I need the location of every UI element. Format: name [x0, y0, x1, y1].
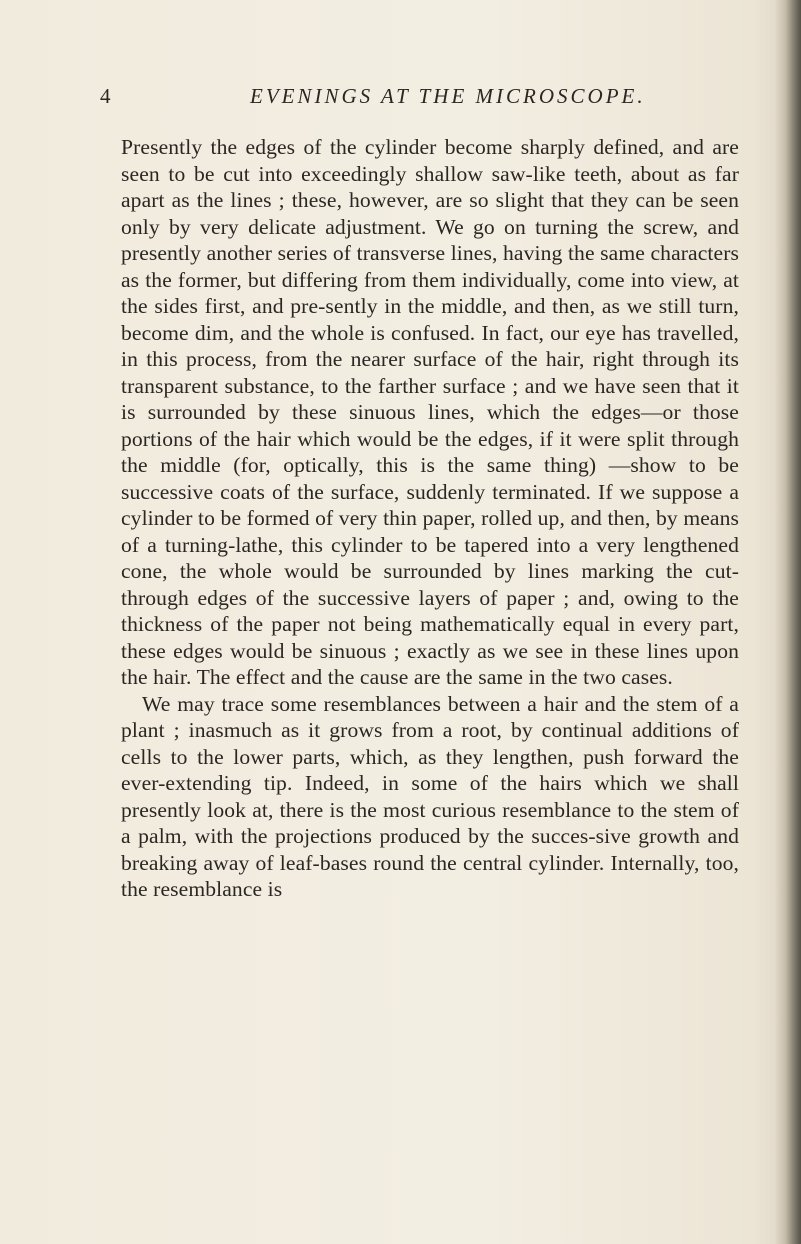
- body-text: [121, 134, 739, 903]
- page-number: 4: [100, 84, 111, 108]
- running-title: EVENINGS AT THE MICROSCOPE.: [250, 84, 646, 108]
- page-edge-shadow: [775, 0, 801, 1244]
- paragraph: Presently the edges of the cylinder become sharply defined, and are seen to be cut into exceedingly shallow saw-like teeth, about as far apart as the lines ; these, however, are so slight that they can be seen only by very delicate adjustment. We go on turning the screw, and presently another series of transverse lines, having the same characters as the former, but differing from them individually, come into view, at the sides first, and pre-sently in the middle, and then, as we still turn, become dim, and the whole is confused. In fact, our eye has travelled, in this process, from the nearer surface of the hair, right through its transparent substance, to the farther surface ; and we have seen that it is surrounded by these sinuous lines, which the edges—or those portions of the hair which would be the edges, if it were split through the middle (for, optically, this is the same thing) —show to be successive coats of the surface, suddenly terminated. If we suppose a cylinder to be formed of very thin paper, rolled up, and then, by means of a turning-lathe, this cylinder to be tapered into a very lengthened cone, the whole would be surrounded by lines marking the cut-through edges of the successive layers of paper ; and, owing to the thickness of the paper not being mathematically equal in every part, these edges would be sinuous ; exactly as we see in these lines upon the hair. The effect and the cause are the same in the two cases.: [121, 135, 739, 689]
- page-header: [100, 84, 740, 114]
- paragraph: We may trace some resemblances between a hair and the stem of a plant ; inasmuch as it grows from a root, by continual additions of cells to the lower parts, which, as they lengthen, push forward the ever-extending tip. Indeed, in some of the hairs which we shall presently look at, there is the most curious resemblance to the stem of a palm, with the projections produced by the succes-sive growth and breaking away of leaf-bases round the central cylinder. Internally, too, the resemblance is: [121, 691, 739, 901]
